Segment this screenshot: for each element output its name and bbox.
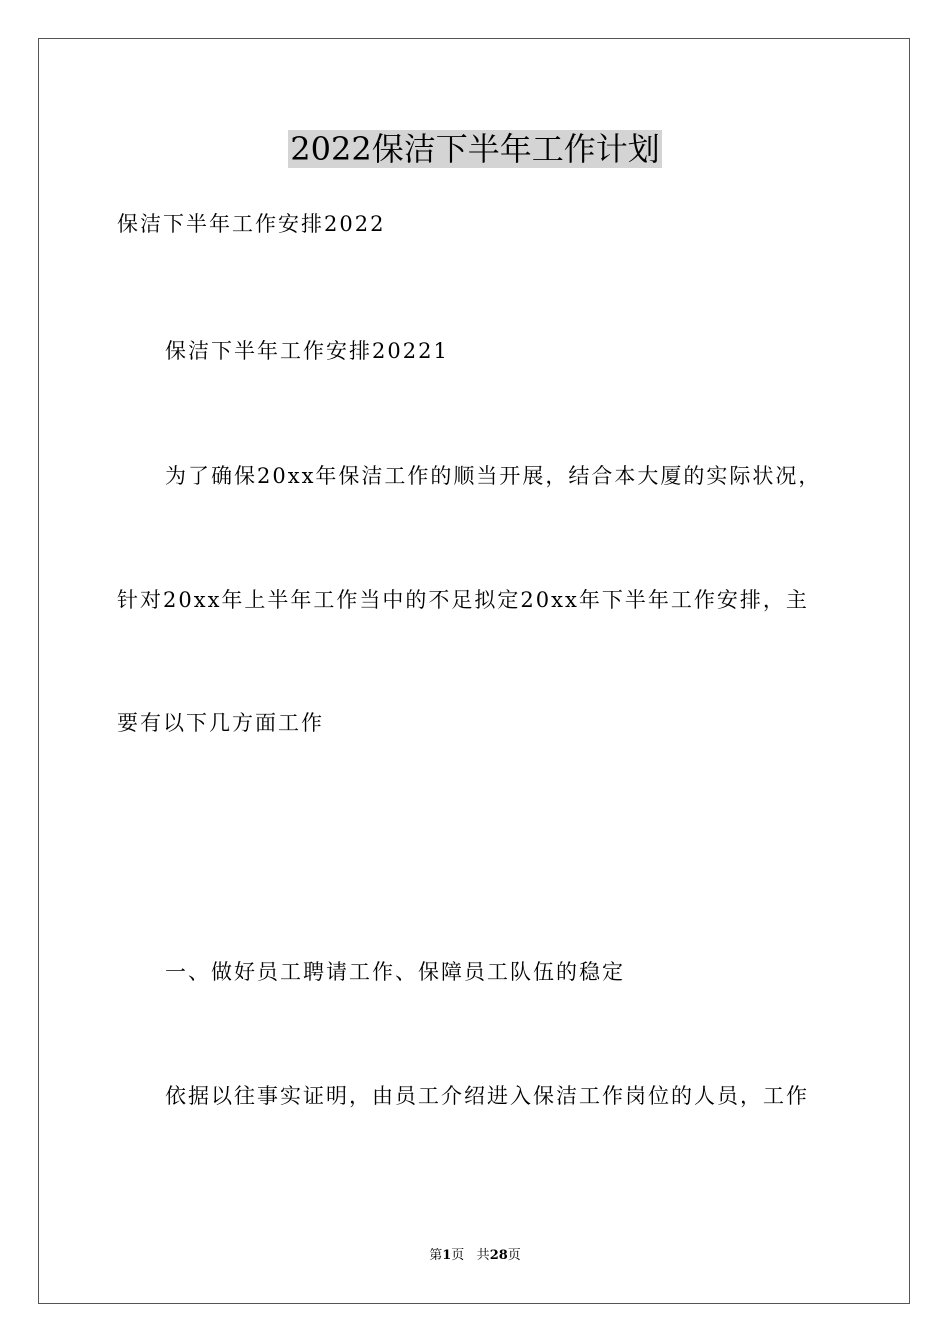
paragraph-line: 为了确保20xx年保洁工作的顺当开展，结合本大厦的实际状况，	[165, 464, 822, 488]
paragraph-line: 保洁下半年工作安排2022	[117, 212, 386, 236]
page-footer	[0, 1246, 950, 1266]
footer-page-suffix: 页	[451, 1248, 465, 1263]
paragraph-line: 依据以往事实证明，由员工介绍进入保洁工作岗位的人员，工作	[165, 1084, 809, 1108]
footer-total-pages: 28	[489, 1248, 508, 1263]
document-title	[0, 124, 950, 174]
footer-page-number: 1	[442, 1248, 452, 1263]
section-heading: 一、做好员工聘请工作、保障员工队伍的稳定	[165, 960, 625, 984]
footer-total-prefix: 共	[476, 1248, 490, 1263]
footer-page-prefix: 第	[429, 1248, 443, 1263]
paragraph-line: 针对20xx年上半年工作当中的不足拟定20xx年下半年工作安排，主	[117, 588, 809, 612]
paragraph-line: 保洁下半年工作安排20221	[165, 339, 449, 363]
paragraph-line: 要有以下几方面工作	[117, 711, 324, 735]
footer-total-suffix: 页	[507, 1248, 521, 1263]
document-title-text: 2022保洁下半年工作计划	[290, 130, 660, 168]
